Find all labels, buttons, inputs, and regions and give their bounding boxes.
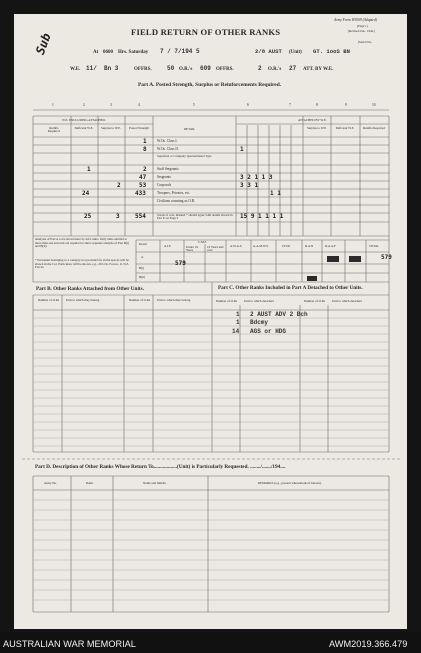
hrs-day-label: Hrs. Saturday — [118, 50, 149, 55]
c4-row1: 1 — [143, 138, 147, 145]
part-b-h4: Unit to which they belong — [157, 298, 191, 302]
analysis-head-raaf: R.A.A.F — [325, 244, 336, 248]
head-c1: Reinfts Required. — [47, 126, 61, 134]
part-c-entry-unit: Bdcmy — [250, 319, 269, 326]
analysis-head-total: TOTAL — [369, 244, 380, 248]
analysis-head-aamws: A.A.M.W.S. — [253, 244, 269, 248]
totals-label: Totals of cols. marked * should agree with details shown in Part E on Page 2 — [157, 213, 233, 221]
form-ref-line3: (Revised Jan., 1942.) — [348, 29, 376, 33]
unit-after: GT. 1ooS BN — [313, 48, 350, 55]
ors2-label: O.R.'s — [268, 67, 282, 72]
detail-label: Staff Sergeants — [157, 167, 179, 171]
col-num-1: 1 — [52, 103, 54, 107]
offrs-value: 50 — [167, 65, 175, 72]
c4-row7: 433 — [135, 190, 146, 197]
we-value: 11/ — [86, 65, 97, 72]
redaction-block — [327, 256, 339, 262]
part-c-h4: Unit to which detached — [332, 299, 362, 303]
c2-row7: 24 — [82, 190, 90, 197]
analysis-row-a: A — [141, 255, 144, 259]
head-c3: Surplus to W.E. — [101, 126, 122, 130]
part-c-entry-unit: 2 AUST ADV 2 Bch — [250, 311, 308, 318]
form-ref-line1: Army Form W3009 (Adapted) — [334, 18, 378, 22]
c4-row5: 47 — [139, 174, 147, 181]
side-note-2: * Personnel belonging to a category not provided for in the spaces will be shown in the Col. Particulars will be shown, e.g., 26 U.K. Forces, 11 N.Z. Forces. — [35, 258, 130, 270]
analysis-head-under19: Under 19 Years — [186, 245, 198, 253]
c4-row4: 2 — [143, 166, 147, 173]
part-d-h-name: Name and Initials. — [143, 481, 167, 485]
col-num-4: 4 — [138, 103, 140, 107]
part-c-h2: Unit to which detached — [244, 299, 274, 303]
footer-left: AUSTRALIAN WAR MEMORIAL — [3, 639, 136, 649]
page-title: FIELD RETURN OF OTHER RANKS — [131, 27, 281, 37]
c2-row4: 1 — [87, 166, 91, 173]
footer-right: AWM2019.366.479 — [329, 639, 408, 649]
offrs2-label: OFFRS. — [216, 67, 234, 72]
detail-label: Civilians counting as O.R. — [157, 199, 196, 203]
we-excl-head: W.E. EXCLUDING ATTACHED. — [62, 118, 106, 122]
col-num-10: 10 — [372, 103, 376, 107]
head-c9: Deficient W.E. — [335, 126, 355, 130]
head-c4: Posted Strength — [128, 126, 150, 130]
part-d-h-remarks: REMARKS (e.g., present whereabouts if known). — [258, 481, 322, 485]
head-c8: Surplus to W.E. — [306, 126, 327, 130]
part-a-title: Part A. Posted Strength, Surplus or Reinforcements Required. — [138, 82, 282, 88]
col-num-5: 5 — [193, 103, 195, 107]
part-d-h-rank: Rank. — [86, 481, 94, 485]
head-c10: Reinfts Required — [363, 126, 385, 130]
analysis-head-detail: Detail — [139, 242, 147, 246]
part-c-entry-num: 14 — [232, 328, 240, 335]
att-we-head: ATTACHED BY W.E. — [298, 118, 327, 122]
part-c-entry-num: 1 — [236, 311, 240, 318]
col-num-9: 9 — [345, 103, 347, 107]
att-totals: 15 9 1 1 1 1 — [240, 213, 284, 220]
time-value: 0600 — [103, 50, 113, 55]
detail-label: Corporals — [157, 183, 172, 187]
attached-ors: 27 — [289, 65, 297, 72]
ors-label: O.R.'s — [179, 67, 193, 72]
footer-bar — [0, 632, 421, 653]
analysis-aif-value: 579 — [175, 260, 186, 267]
total-c2: 25 — [84, 213, 92, 220]
col-num-2: 2 — [83, 103, 85, 107]
analysis-row-bi: B(i) — [139, 266, 145, 270]
we-label: W.E. — [70, 67, 81, 72]
redaction-block — [349, 256, 361, 262]
serial-no: (Serial No. — [358, 40, 372, 44]
detail-label: Squadron or Company Quartermaster Sgts. — [157, 154, 212, 158]
head-detail: DETAIL — [184, 127, 196, 131]
part-d-title: Part D. Description of Other Ranks Whose Return To..................(Unit) is Particularly Requested. ......../......./194.... — [35, 464, 286, 470]
col-num-3: 3 — [110, 103, 112, 107]
col-num-6: 6 — [247, 103, 249, 107]
head-c2: Deficient W.E. — [74, 126, 94, 130]
part-c-entry-num: 1 — [236, 319, 240, 326]
analysis-head-civil: CIVIL — [282, 244, 291, 248]
att-row5: 3 2 1 1 3 — [240, 174, 273, 181]
analysis-total-value: 579 — [381, 254, 392, 261]
att-row2: 1 — [240, 146, 244, 153]
ors-value: 609 — [200, 65, 211, 72]
total-c3: 3 — [116, 213, 120, 220]
attached-offrs: 2 — [258, 65, 262, 72]
form-ref-line2: (Page 1) — [357, 24, 368, 28]
part-c-title: Part C. Other Ranks Included in Part A Detached to Other Units. — [218, 285, 363, 291]
unit-value: 2/8 AUST — [255, 48, 282, 55]
analysis-head-ran: R.A.N — [305, 244, 314, 248]
side-note-1: Analysis of Part A to be shown here by ALL units. Only units entitled to more than one sub-unit are required to show separate analysis of Part B(i) and B(ii). — [35, 237, 130, 249]
redaction-block — [307, 276, 317, 281]
part-b-h1: Number of O.Rs — [37, 298, 60, 302]
part-c-entry-unit: AGS or HDG — [250, 328, 287, 335]
unit-label: (Unit) — [289, 50, 302, 55]
analysis-row-bii: B(ii) — [139, 275, 146, 279]
detail-label: W.Os. Class II. — [157, 147, 179, 151]
at-label: At — [93, 50, 99, 55]
analysis-head-awas: A.W.A.S. — [230, 244, 243, 248]
col-num-8: 8 — [316, 103, 318, 107]
c4-row2: 8 — [143, 146, 147, 153]
detail-label: W.Os. Class I. — [157, 139, 178, 143]
part-c-h1: Number of O.Rs — [215, 299, 238, 303]
part-b-h2: Unit to which they belong — [66, 298, 100, 302]
att-row7: 1 1 — [270, 190, 281, 197]
margin-initials: Sub — [33, 31, 54, 57]
part-c-h3: Number of O.Rs — [303, 299, 326, 303]
att-row6: 3 3 1 — [240, 182, 259, 189]
part-b-title: Part B. Other Ranks Attached from Other Units. — [36, 286, 144, 292]
analysis-head-cmf: C.M.F. — [198, 240, 207, 244]
offrs-label: OFFRS. — [134, 67, 152, 72]
detail-label: Sergeants — [157, 175, 171, 179]
detail-label: Troopers, Privates, etc. — [157, 191, 191, 195]
part-b-h3: Number of O.Rs — [128, 298, 151, 302]
c2-row6: 2 — [117, 182, 121, 189]
total-c4: 554 — [135, 213, 146, 220]
analysis-head-19over: 19 Years and over — [207, 245, 224, 253]
analysis-head-aif: A.I.F. — [164, 244, 172, 248]
date-value: 7 / 7/194 5 — [160, 48, 200, 55]
att-by-we: ATT. BY W.E. — [303, 67, 334, 72]
part-d-h-armyno: Army No. — [44, 481, 57, 485]
we-mid: Bn 3 — [104, 65, 119, 72]
col-num-7: 7 — [289, 103, 291, 107]
c4-row6: 53 — [139, 182, 147, 189]
